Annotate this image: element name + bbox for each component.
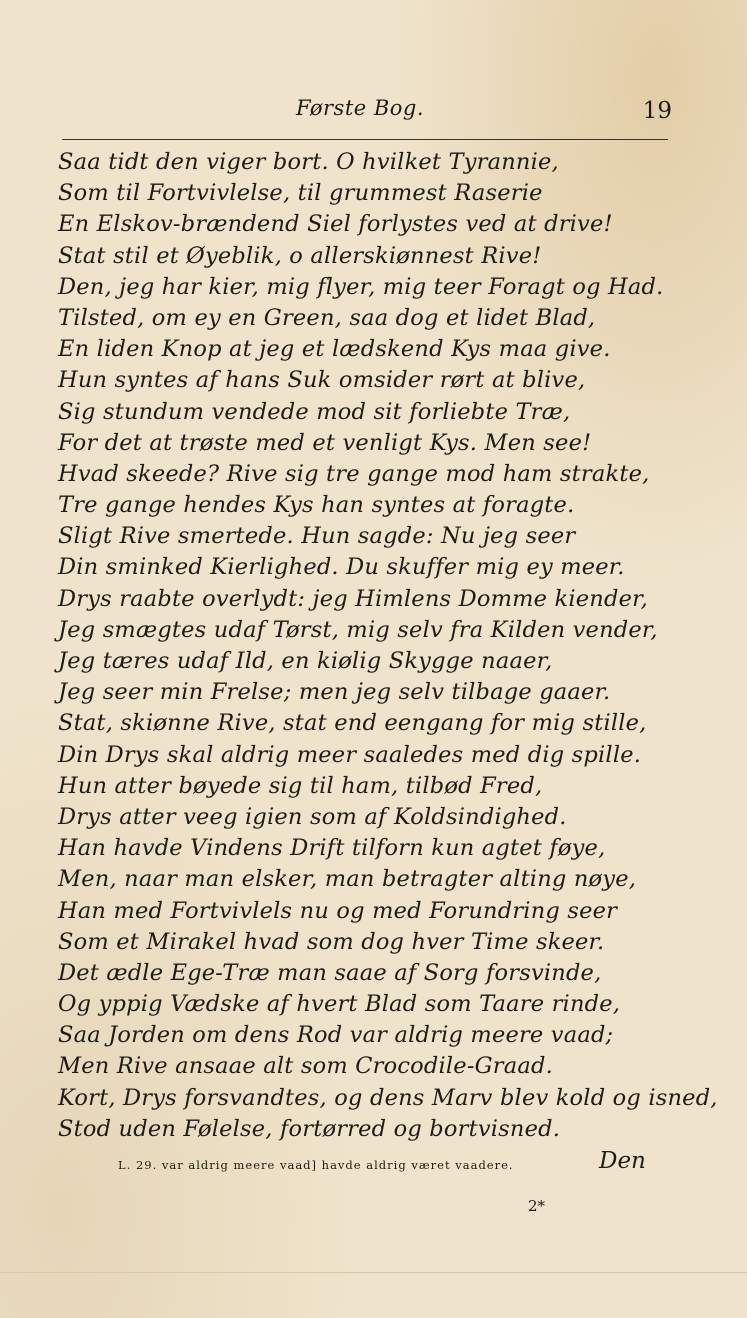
poem-line: En Elskov-brændend Siel forlystes ved at drive!	[58, 211, 613, 238]
running-title: Første Bog.	[295, 96, 425, 120]
signature-mark: 2*	[528, 1197, 546, 1215]
page-number: 19	[642, 98, 672, 124]
poem-line: Tre gange hendes Kys han syntes at foragte.	[58, 492, 575, 519]
poem-line: Saa tidt den viger bort. O hvilket Tyrannie,	[58, 149, 559, 175]
poem-line: Sig stundum vendede mod sit forliebte Træ,	[58, 398, 571, 425]
footnote: L. 29. var aldrig meere vaad] havde aldrig været vaadere.	[118, 1158, 514, 1172]
poem-line: Drys atter veeg igien som af Koldsindighed.	[58, 803, 567, 830]
poem-line: Hvad skeede? Rive sig tre gange mod ham strakte,	[58, 460, 650, 487]
poem-line: En liden Knop at jeg et lædskend Kys maa give.	[58, 336, 611, 363]
poem-line: Hun syntes af hans Suk omsider rørt at blive,	[58, 367, 586, 394]
poem-line: Sligt Rive smertede. Hun sagde: Nu jeg seer	[58, 523, 576, 550]
poem-line: Saa Jorden om dens Rod var aldrig meere vaad;	[58, 1022, 614, 1049]
poem-text	[58, 147, 718, 1145]
poem-line: Den, jeg har kier, mig flyer, mig teer Foragt og Had.	[58, 273, 664, 300]
page-header	[0, 92, 747, 132]
poem-line: Hun atter bøyede sig til ham, tilbød Fred,	[58, 772, 543, 799]
poem-line: Tilsted, om ey en Green, saa dog et lidet Blad,	[58, 304, 596, 331]
poem-line: Stat, skiønne Rive, stat end eengang for mig stille,	[58, 710, 647, 737]
poem-line: Som et Mirakel hvad som dog hver Time skeer.	[58, 928, 605, 955]
poem-line: Drys raabte overlydt: jeg Himlens Domme kiender,	[58, 585, 648, 612]
poem-line: Men, naar man elsker, man betragter alting nøye,	[58, 866, 637, 893]
poem-line: Men Rive ansaae alt som Crocodile-Graad.	[58, 1053, 553, 1080]
poem-line: Jeg tæres udaf Ild, en kiølig Skygge naaer,	[58, 648, 553, 674]
catchword: Den	[599, 1148, 646, 1174]
poem-line: For det at trøste med et venligt Kys. Men see!	[58, 429, 592, 456]
poem-line: Din Drys skal aldrig meer saaledes med dig spille.	[58, 741, 642, 768]
poem-line: Han havde Vindens Drift tilforn kun agtet føye,	[58, 835, 606, 862]
poem-line: Kort, Drys forsvandtes, og dens Marv blev kold og isned,	[58, 1084, 718, 1111]
poem-line: Jeg seer min Frelse; men jeg selv tilbage gaaer.	[58, 679, 611, 706]
poem-line: Han med Fortvivlels nu og med Forundring seer	[58, 897, 618, 924]
poem-line: Din sminked Kierlighed. Du skuffer mig ey meer.	[58, 554, 625, 581]
page-edge-line	[0, 1272, 747, 1273]
header-rule	[62, 139, 668, 140]
poem-line: Og yppig Vædske af hvert Blad som Taare rinde,	[58, 991, 621, 1018]
poem-line: Som til Fortvivlelse, til grummest Raserie	[58, 180, 543, 207]
poem-line: Det ædle Ege-Træ man saae af Sorg forsvinde,	[58, 959, 602, 986]
poem-line: Stod uden Følelse, fortørred og bortvisned.	[58, 1115, 561, 1142]
poem-line: Jeg smægtes udaf Tørst, mig selv fra Kilden vender,	[58, 616, 658, 643]
poem-line: Stat stil et Øyeblik, o allerskiønnest Rive!	[58, 242, 542, 269]
